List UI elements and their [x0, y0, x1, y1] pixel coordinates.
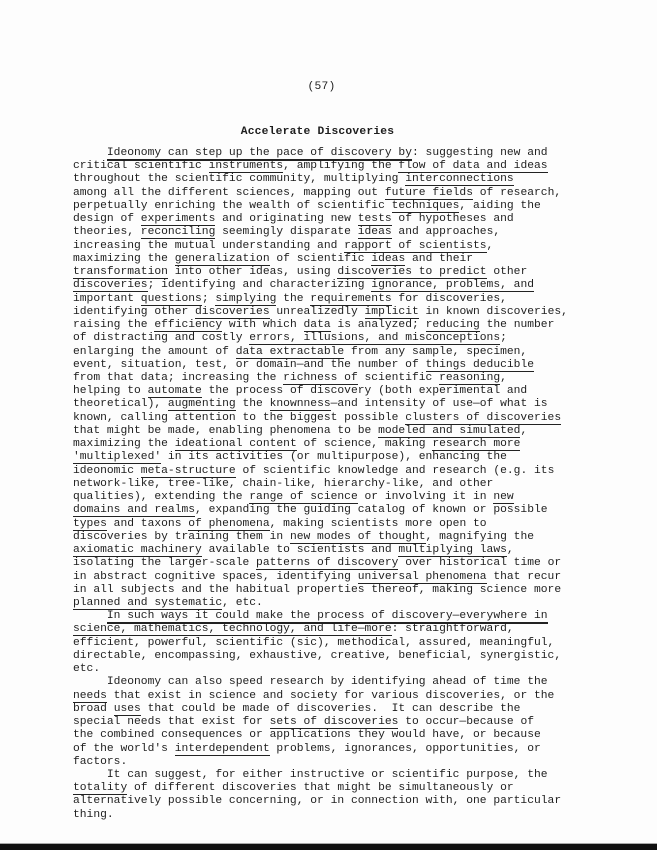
text-line — [73, 213, 585, 226]
underlined-phrase: reasoning — [439, 371, 501, 384]
underlined-phrase: errors, illusions, and misconceptions — [249, 332, 501, 345]
text-segment: ideonomic — [73, 464, 141, 477]
underlined-phrase: multiplying laws — [398, 544, 507, 557]
text-line — [73, 438, 585, 451]
text-segment: of distracting and costly — [73, 332, 250, 345]
underlined-phrase: generalization — [174, 252, 270, 265]
text-line — [73, 465, 585, 478]
text-line — [73, 200, 585, 213]
text-line — [73, 293, 585, 306]
text-segment: throughout the scientific community, multiplying — [73, 173, 406, 186]
text-segment: for discoveries, — [391, 292, 507, 305]
text-line — [73, 571, 585, 584]
text-segment: event, situation, test, or domain—and the number of — [73, 358, 426, 371]
text-segment: enlarging the amount of — [73, 345, 236, 358]
text-segment: , magnifying the — [425, 530, 534, 543]
text-segment: , etc. — [222, 596, 263, 609]
text-line — [73, 425, 585, 438]
text-segment: perpetually enriching the wealth of scientific — [73, 199, 392, 212]
text-line — [73, 319, 585, 332]
text-segment: isolating the larger-scale — [73, 557, 257, 570]
underlined-phrase: axiomatic machinery — [73, 544, 202, 557]
text-segment: in abstract cognitive spaces, identifying — [73, 570, 358, 583]
underlined-phrase: reducing — [425, 319, 480, 332]
underlined-phrase: of phenomena — [188, 517, 270, 530]
text-line — [73, 372, 585, 385]
text-segment: available to scientists and — [201, 544, 399, 557]
text-segment: to occur—because of — [398, 716, 535, 729]
text-segment: special needs that exist for — [73, 716, 270, 729]
text-segment: the combined consequences or applications they would have, or because — [73, 729, 541, 742]
underlined-phrase: universal phenomena — [357, 570, 487, 583]
text-segment: etc. — [73, 663, 101, 676]
text-segment — [73, 610, 107, 622]
underlined-phrase: In such ways it could make the process of discovery—everywhere in — [106, 610, 548, 623]
text-segment: maximizing the — [73, 252, 175, 265]
text-segment: discoveries by training them in — [73, 530, 290, 543]
underlined-phrase: requirements — [310, 292, 392, 305]
underlined-phrase: range of science — [249, 491, 358, 504]
text-line — [73, 478, 585, 491]
text-segment: raising the — [73, 319, 155, 332]
text-segment: , — [486, 239, 494, 252]
text-segment: and their — [405, 252, 474, 265]
text-segment: design of — [73, 213, 141, 226]
text-line — [73, 332, 585, 345]
text-segment: , aiding the — [459, 199, 541, 212]
text-segment: of science, making — [296, 438, 433, 451]
underlined-phrase: planned and systematic — [73, 596, 223, 609]
text-segment: critical scientific — [73, 160, 209, 173]
text-segment: alternatively possible concerning, or in connection with, one particular — [73, 795, 562, 808]
underlined-phrase: modeled and simulated — [378, 424, 521, 437]
text-line — [73, 518, 585, 531]
text-segment: other — [486, 266, 528, 279]
text-segment: of scientific knowledge and research (e.g. its — [235, 464, 555, 477]
underlined-phrase: instruments — [208, 160, 284, 173]
body-text — [73, 147, 585, 822]
underlined-phrase: Ideonomy can step up the pace of discovery by — [106, 147, 412, 159]
underlined-phrase: data extractable — [235, 345, 345, 358]
text-line — [73, 160, 585, 173]
text-segment: of scientific — [269, 252, 372, 265]
underlined-phrase: patterns of discovery — [256, 557, 399, 570]
text-segment: , amplifying the — [283, 160, 399, 173]
text-segment: Ideonomy can also speed research by identifying ahead of time the — [73, 676, 548, 689]
underlined-phrase: flow of data and ideas — [398, 160, 548, 173]
underlined-phrase: future fields — [384, 186, 473, 199]
text-segment: and approaches, — [391, 226, 501, 239]
underlined-phrase: knownness — [269, 398, 331, 411]
text-line — [73, 266, 585, 279]
underlined-phrase: research more — [432, 438, 521, 451]
underlined-phrase: needs — [73, 689, 107, 702]
underlined-phrase: ignorance, problems, and — [371, 279, 534, 292]
text-line — [73, 504, 585, 517]
underlined-phrase: things deducible — [425, 358, 534, 371]
text-line — [73, 544, 585, 557]
text-line — [73, 769, 585, 782]
text-segment: theories, — [73, 226, 141, 239]
text-segment: of different discoveries that might be simultaneously or — [127, 782, 514, 795]
text-line — [73, 795, 585, 808]
text-segment: directable, encompassing, exhaustive, creative, beneficial, synergistic, — [73, 649, 562, 662]
text-segment: or involving it in — [357, 491, 494, 504]
text-line — [73, 690, 585, 703]
text-segment: that might be made, enabling phenomena to be — [73, 424, 379, 437]
text-line — [73, 187, 585, 200]
text-segment: the — [276, 292, 311, 305]
text-line — [73, 623, 585, 636]
text-line — [73, 743, 585, 756]
underlined-phrase: ideas — [357, 226, 392, 239]
text-segment: scientific — [357, 371, 440, 384]
underlined-phrase: ideational content — [174, 438, 297, 451]
text-segment: —and intensity of use—of what is — [330, 398, 548, 411]
text-line — [73, 346, 585, 359]
text-segment: maximizing the — [73, 438, 175, 451]
text-segment: into other ideas, using — [167, 266, 338, 279]
text-segment: among all the different sciences, mapping out — [73, 186, 385, 199]
underlined-phrase: tests — [357, 213, 392, 226]
text-line — [73, 809, 585, 822]
text-segment: over historical time or — [398, 557, 562, 570]
text-line — [73, 147, 585, 160]
text-segment: in known discoveries, — [418, 305, 568, 318]
underlined-phrase: 'multiplexed' — [73, 451, 162, 464]
text-line — [73, 385, 585, 398]
underlined-phrase: experiments — [140, 213, 216, 226]
text-segment: that exist in science and society for various discoveries, or the — [106, 689, 555, 702]
text-segment: of the world's — [73, 742, 175, 755]
underlined-phrase: transformation — [73, 266, 168, 279]
text-line — [73, 306, 585, 319]
text-line — [73, 240, 585, 253]
text-line — [73, 703, 585, 716]
underlined-phrase: domains and realms — [73, 504, 196, 517]
text-segment: identifying other — [73, 305, 196, 318]
underlined-phrase: efficiency — [154, 319, 223, 332]
underlined-phrase: science, mathematics, technology, and life—more — [73, 623, 392, 636]
underlined-phrase: reconciling — [140, 226, 216, 239]
text-segment: important — [73, 292, 141, 305]
text-segment: broad — [73, 702, 114, 715]
text-segment: of hypotheses and — [391, 213, 514, 226]
text-segment: , expanding the guiding catalog of known or possible — [195, 504, 548, 517]
text-line — [73, 531, 585, 544]
text-line — [73, 663, 585, 676]
text-segment: of research, — [473, 186, 562, 199]
underlined-phrase: rapport of scientists — [344, 239, 487, 252]
underlined-phrase: clusters of discoveries — [405, 411, 562, 424]
underlined-phrase: techniques — [391, 199, 460, 212]
text-line — [73, 584, 585, 597]
page-title: Accelerate Discoveries — [240, 126, 395, 138]
text-line — [73, 491, 585, 504]
text-segment: is analyzed; — [330, 319, 426, 332]
underlined-phrase: questions — [140, 292, 202, 305]
text-segment: efficient, powerful, scientific (sic), methodical, assured, meaningful, — [73, 636, 555, 649]
text-segment: qualities), extending the — [73, 491, 250, 504]
underlined-phrase: interdependent — [174, 742, 270, 755]
underlined-phrase: uses — [113, 702, 141, 715]
text-segment: and originating new — [215, 213, 358, 226]
text-line — [73, 676, 585, 689]
text-segment: ; — [500, 332, 507, 345]
text-segment: the process of discovery (both experimental and — [201, 385, 528, 398]
underlined-phrase: new modes of thought — [289, 530, 426, 543]
text-segment: unrealizedly — [269, 305, 365, 318]
text-segment: that recur — [486, 570, 562, 583]
text-segment: factors. — [73, 755, 128, 768]
text-segment: , — [500, 371, 507, 384]
underlined-phrase: interconnections — [405, 173, 514, 186]
text-line — [73, 756, 585, 769]
underlined-phrase: totality — [73, 782, 128, 795]
text-segment: : suggesting new and — [411, 147, 548, 159]
text-segment: with which — [222, 319, 304, 332]
text-segment: network-like, tree-like, chain-like, hierarchy-like, and other — [73, 477, 494, 490]
text-line — [73, 557, 585, 570]
text-segment: thing. — [73, 808, 114, 821]
text-segment: theoretical), — [73, 398, 168, 411]
text-line — [73, 637, 585, 650]
text-line — [73, 359, 585, 372]
text-segment: increasing the mutual understanding and — [73, 239, 345, 252]
text-segment: from that data; increasing the — [73, 371, 284, 384]
text-segment: known, calling attention to the biggest possible — [73, 411, 406, 424]
text-line — [73, 398, 585, 411]
text-segment: from any sample, specimen, — [344, 345, 528, 358]
text-line — [73, 716, 585, 729]
text-line — [73, 729, 585, 742]
underlined-phrase: simplying — [215, 292, 277, 305]
text-segment: the number — [479, 319, 555, 332]
text-segment: , — [520, 424, 528, 437]
text-segment: in its activities (or multipurpose), enhancing the — [161, 451, 507, 464]
underlined-phrase: discoveries to predict — [337, 266, 487, 279]
text-segment: helping to — [73, 385, 148, 398]
text-segment: , — [506, 544, 514, 557]
text-line — [73, 451, 585, 464]
underlined-phrase: automate — [147, 385, 202, 398]
underlined-phrase: data — [303, 319, 331, 332]
scan-bottom-edge-bar — [0, 843, 657, 850]
text-segment: in all subjects and the habitual properties thereof, making science more — [73, 583, 562, 596]
underlined-phrase: augmenting — [167, 398, 236, 411]
underlined-phrase: richness of — [283, 371, 358, 384]
text-line — [73, 253, 585, 266]
underlined-phrase: implicit — [364, 305, 419, 318]
text-segment: ; identifying and characterizing — [147, 279, 372, 292]
text-segment: seemingly disparate — [215, 226, 358, 239]
text-line — [73, 226, 585, 239]
underlined-phrase: sets of discoveries — [269, 716, 399, 729]
text-segment: problems, ignorances, opportunities, or — [269, 742, 541, 755]
text-line — [73, 173, 585, 186]
text-line — [73, 610, 585, 623]
text-segment: that could be made of discoveries. It can describe the — [140, 702, 521, 715]
underlined-phrase: types — [73, 517, 107, 530]
text-line — [73, 412, 585, 425]
text-segment — [73, 147, 107, 159]
text-line — [73, 650, 585, 663]
underlined-phrase: meta-structure — [140, 464, 236, 477]
text-segment: ; — [201, 292, 216, 305]
text-line — [73, 782, 585, 795]
text-line — [73, 597, 585, 610]
text-segment: : straightforward, — [391, 623, 514, 636]
underlined-phrase: new — [493, 491, 514, 504]
underlined-phrase: ideas — [371, 252, 406, 265]
text-line — [73, 279, 585, 292]
text-segment: and taxons — [106, 517, 189, 530]
text-segment: It can suggest, for either instructive or scientific purpose, the — [73, 769, 548, 782]
page-number: (57) — [307, 81, 336, 93]
text-segment: , making scientists more open to — [269, 517, 487, 530]
text-segment: the — [235, 398, 270, 411]
underlined-phrase: discoveries — [73, 279, 148, 292]
underlined-phrase: discoveries — [195, 305, 270, 318]
